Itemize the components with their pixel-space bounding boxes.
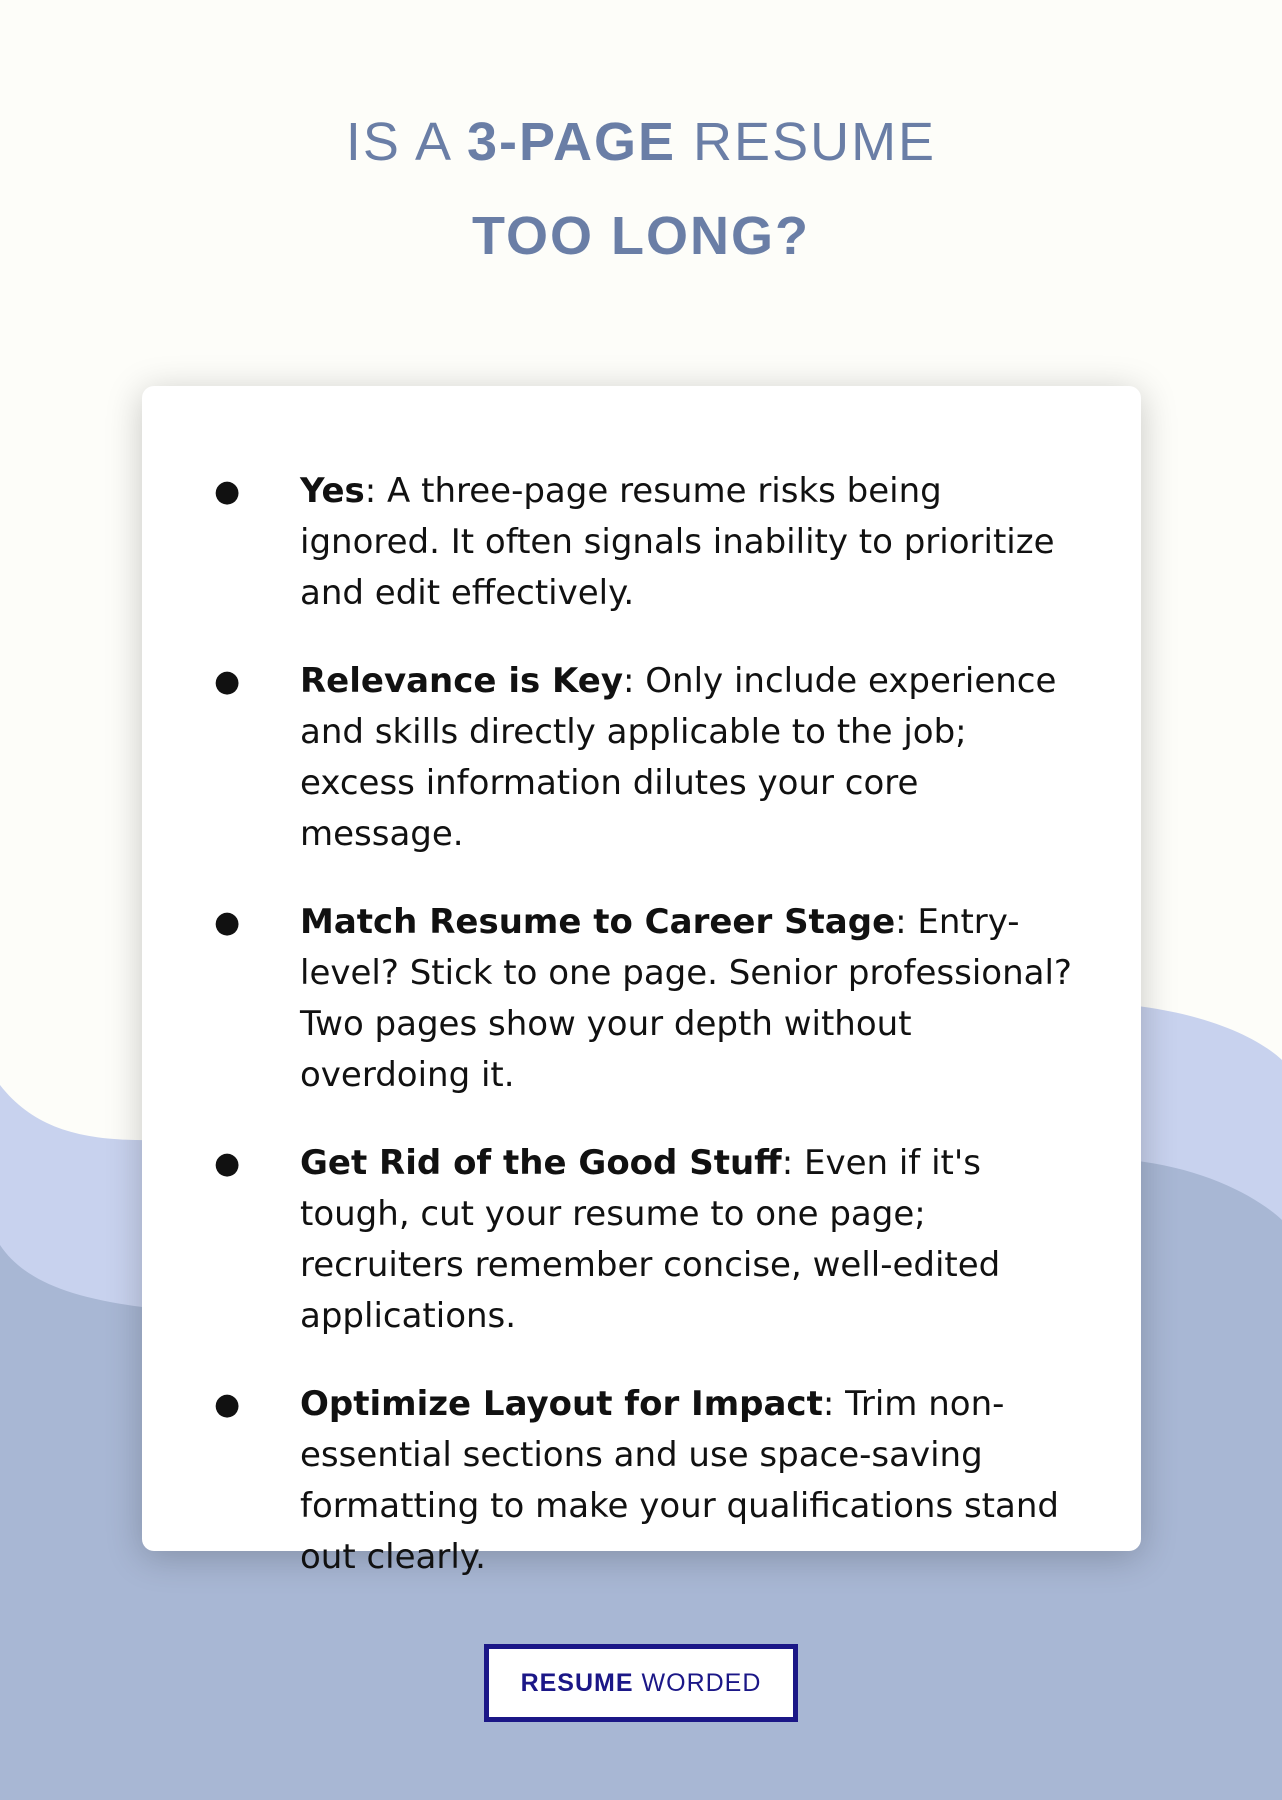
title-line-2: TOO LONG?	[472, 206, 810, 266]
bullet-icon: ●	[214, 1387, 241, 1422]
tip-item-good-stuff	[142, 1138, 1141, 1342]
bullet-icon: ●	[214, 1146, 241, 1181]
tip-title: Relevance is Key	[300, 661, 624, 701]
logo-light-text: WORDED	[641, 1668, 762, 1697]
tip-item-layout	[142, 1379, 1141, 1583]
tip-title: Get Rid of the Good Stuff	[300, 1143, 782, 1183]
tip-title: Yes	[300, 471, 365, 511]
bullet-icon: ●	[214, 474, 241, 509]
resume-worded-logo[interactable]	[484, 1644, 798, 1722]
tips-list	[142, 466, 1141, 1620]
title-part-2: RESUME	[676, 112, 937, 172]
logo-strong-text: RESUME	[520, 1668, 634, 1697]
title-part-1: IS A	[345, 112, 467, 172]
page-title	[0, 110, 1282, 268]
bullet-icon: ●	[214, 905, 241, 940]
tip-text: : Only include experience and skills directly applicable to the job; excess information dilutes your core message.	[300, 661, 1057, 854]
tip-text: : Entry-level? Stick to one page. Senior professional? Two pages show your depth without overdoing it.	[300, 902, 1072, 1095]
tip-text: : Trim non-essential sections and use space-saving formatting to make your qualifications stand out clearly.	[300, 1384, 1059, 1577]
tip-text: : A three-page resume risks being ignored. It often signals inability to prioritize and edit effectively.	[300, 471, 1055, 613]
tip-item-yes	[142, 466, 1141, 619]
tip-title: Match Resume to Career Stage	[300, 902, 896, 942]
bullet-icon: ●	[214, 664, 241, 699]
tip-item-relevance	[142, 656, 1141, 860]
tip-title: Optimize Layout for Impact	[300, 1384, 823, 1424]
tip-text: : Even if it's tough, cut your resume to one page; recruiters remember concise, well-edited applications.	[300, 1143, 1001, 1336]
title-line-1	[0, 110, 1282, 174]
title-bold: 3-PAGE	[467, 112, 677, 172]
tips-card	[142, 386, 1141, 1577]
tip-item-career-stage	[142, 897, 1141, 1101]
